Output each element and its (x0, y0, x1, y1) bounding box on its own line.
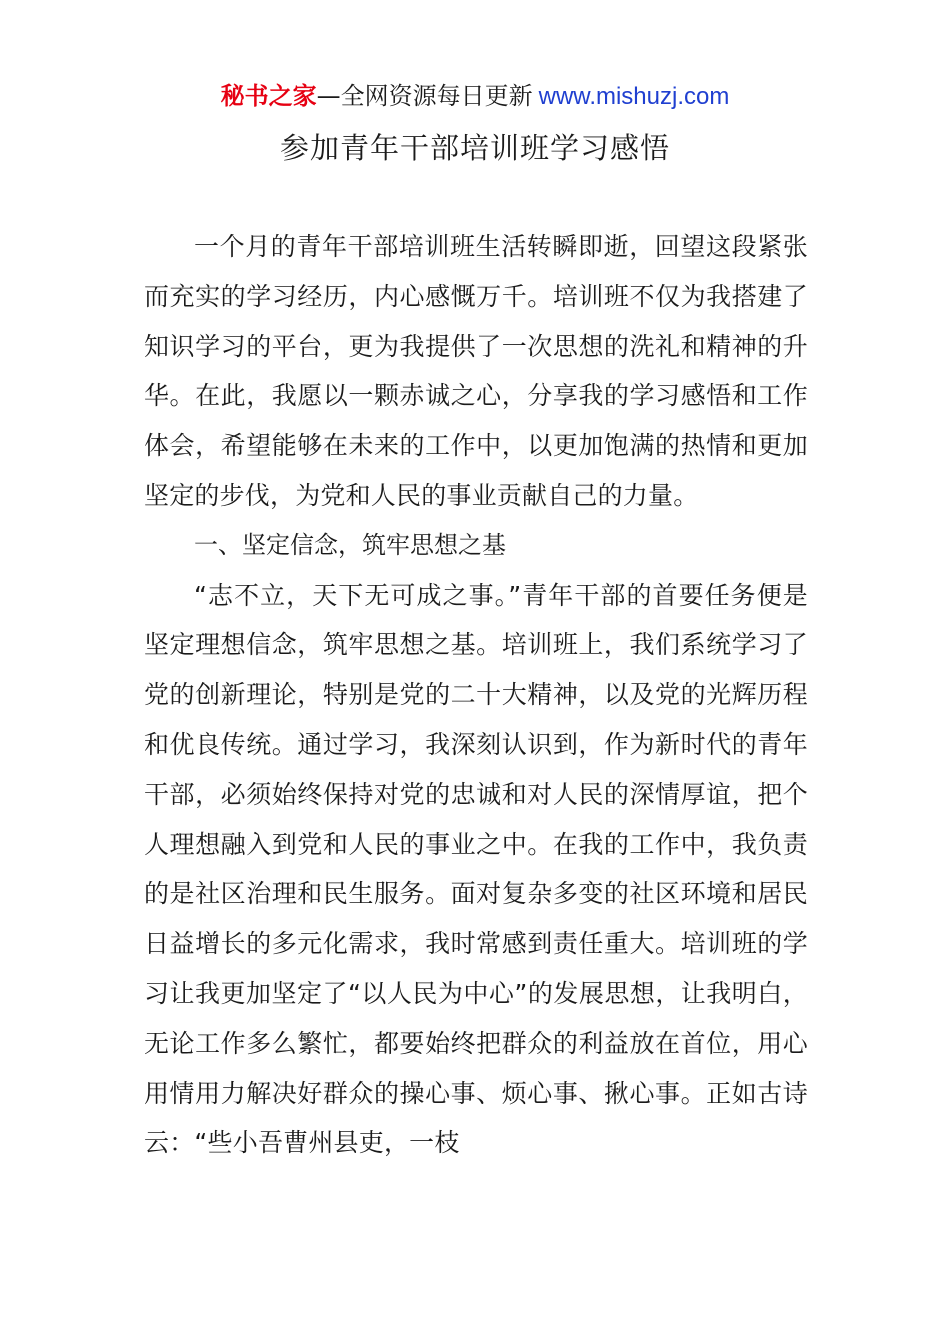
section-heading: 一、坚定信念，筑牢思想之基 (194, 530, 506, 559)
section-paragraph: “志不立，天下无可成之事。”青年干部的首要任务便是坚定理想信念，筑牢思想之基。培训班上，我们系统学习了党的创新理论，特别是党的二十大精神，以及党的光辉历程和优良传统。通过学习，我深刻认识到，作为新时代的青年干部，必须始终保持对党的忠诚和对人民的深情厚谊，把个人理想融入到党和人民的事业之中。在我的工作中，我负责的是社区治理和民生服务。面对复杂多变的社区环境和居民日益增长的多元化需求，我时常感到责任重大。培训班的学习让我更加坚定了“以人民为中心”的发展思想，让我明白，无论工作多么繁忙，都要始终把群众的利益放在首位，用心用情用力解决好群众的操心事、烦心事、揪心事。正如古诗云：“些小吾曹州县吏，一枝 (144, 580, 808, 1158)
site-url-link[interactable]: www.mishuzj.com (538, 83, 730, 110)
document-title: 参加青年干部培训班学习感悟 (279, 131, 670, 165)
header-tagline: —全网资源每日更新 (316, 82, 533, 110)
brand-name: 秘书之家 (220, 82, 317, 110)
document-body (144, 222, 808, 1168)
site-header (0, 80, 950, 113)
intro-paragraph: 一个月的青年干部培训班生活转瞬即逝，回望这段紧张而充实的学习经历，内心感慨万千。培训班不仅为我搭建了知识学习的平台，更为我提供了一次思想的洗礼和精神的升华。在此，我愿以一颗赤诚之心，分享我的学习感悟和工作体会，希望能够在未来的工作中，以更加饱满的热情和更加坚定的步伐，为党和人民的事业贡献自己的力量。 (144, 232, 808, 510)
